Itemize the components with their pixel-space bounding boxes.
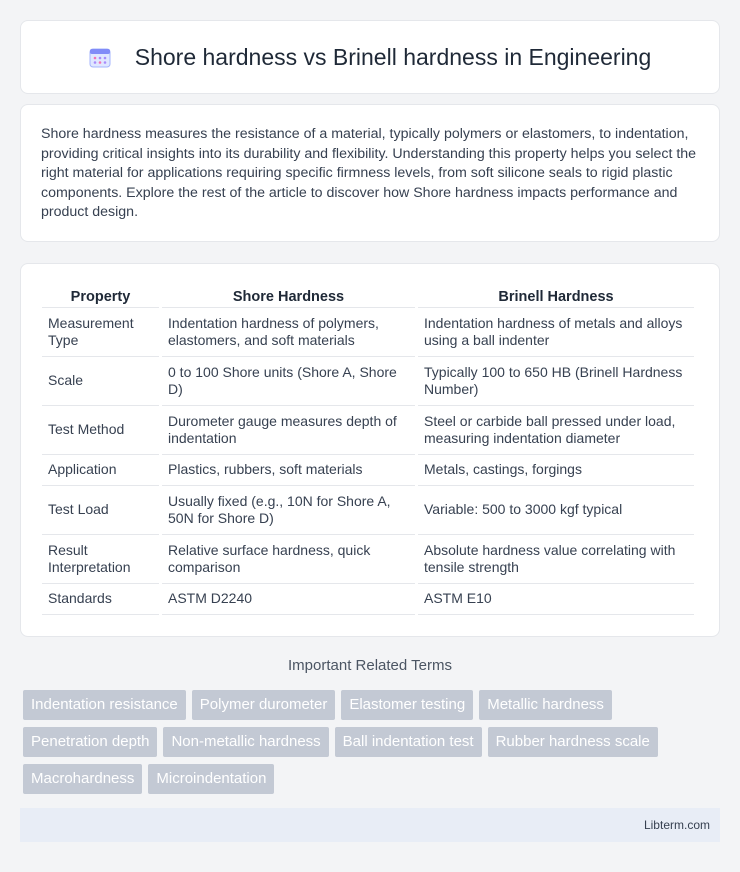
table-cell: Absolute hardness value correlating with tensile strength [418, 535, 694, 584]
table-row [42, 535, 694, 584]
table-header-row [42, 286, 694, 308]
table-row [42, 486, 694, 535]
term-tag[interactable]: Elastomer testing [341, 690, 473, 720]
calendar-icon [89, 46, 111, 68]
table-cell: Application [42, 455, 159, 486]
column-header-brinell: Brinell Hardness [418, 286, 694, 308]
table-cell: Test Load [42, 486, 159, 535]
term-tag[interactable]: Penetration depth [23, 727, 157, 757]
table-cell: Typically 100 to 650 HB (Brinell Hardness Number) [418, 357, 694, 406]
column-header-property: Property [42, 286, 159, 308]
table-row [42, 406, 694, 455]
table-cell: Metals, castings, forgings [418, 455, 694, 486]
table-cell: Indentation hardness of polymers, elastomers, and soft materials [162, 308, 415, 357]
related-terms-list [23, 690, 723, 794]
term-tag[interactable]: Polymer durometer [192, 690, 336, 720]
table-row [42, 455, 694, 486]
page-title: Shore hardness vs Brinell hardness in Engineering [134, 43, 652, 70]
table-cell: Test Method [42, 406, 159, 455]
table-cell: Variable: 500 to 3000 kgf typical [418, 486, 694, 535]
footer [20, 808, 720, 842]
footer-site-link[interactable]: Libterm.com [643, 818, 710, 832]
table-cell: Measurement Type [42, 308, 159, 357]
column-header-shore: Shore Hardness [162, 286, 415, 308]
header-card [20, 20, 720, 94]
term-tag[interactable]: Rubber hardness scale [488, 727, 658, 757]
table-cell: Steel or carbide ball pressed under load, measuring indentation diameter [418, 406, 694, 455]
term-tag[interactable]: Ball indentation test [335, 727, 482, 757]
table-cell: 0 to 100 Shore units (Shore A, Shore D) [162, 357, 415, 406]
table-cell: Relative surface hardness, quick comparison [162, 535, 415, 584]
table-cell: Plastics, rubbers, soft materials [162, 455, 415, 486]
comparison-table [39, 286, 697, 615]
table-cell: Standards [42, 584, 159, 615]
intro-card [20, 104, 720, 242]
table-cell: ASTM E10 [418, 584, 694, 615]
term-tag[interactable]: Metallic hardness [479, 690, 612, 720]
table-cell: ASTM D2240 [162, 584, 415, 615]
comparison-table-card [20, 263, 720, 637]
table-row [42, 308, 694, 357]
term-tag[interactable]: Indentation resistance [23, 690, 186, 720]
table-cell: Result Interpretation [42, 535, 159, 584]
term-tag[interactable]: Microindentation [148, 764, 274, 794]
table-cell: Indentation hardness of metals and alloys using a ball indenter [418, 308, 694, 357]
table-cell: Scale [42, 357, 159, 406]
table-row [42, 357, 694, 406]
table-cell: Usually fixed (e.g., 10N for Shore A, 50N for Shore D) [162, 486, 415, 535]
term-tag[interactable]: Non-metallic hardness [163, 727, 328, 757]
table-cell: Durometer gauge measures depth of indentation [162, 406, 415, 455]
table-row [42, 584, 694, 615]
term-tag[interactable]: Macrohardness [23, 764, 142, 794]
intro-text: Shore hardness measures the resistance of a material, typically polymers or elastomers, to indentation, providing critical insights into its durability and flexibility. Understanding this property helps you select the right material for applications requiring specific firmness levels, from soft silicone seals to rigid plastic components. Explore the rest of the article to discover how Shore hardness impacts performance and product design. [41, 126, 697, 220]
related-terms-title: Important Related Terms [288, 657, 452, 674]
